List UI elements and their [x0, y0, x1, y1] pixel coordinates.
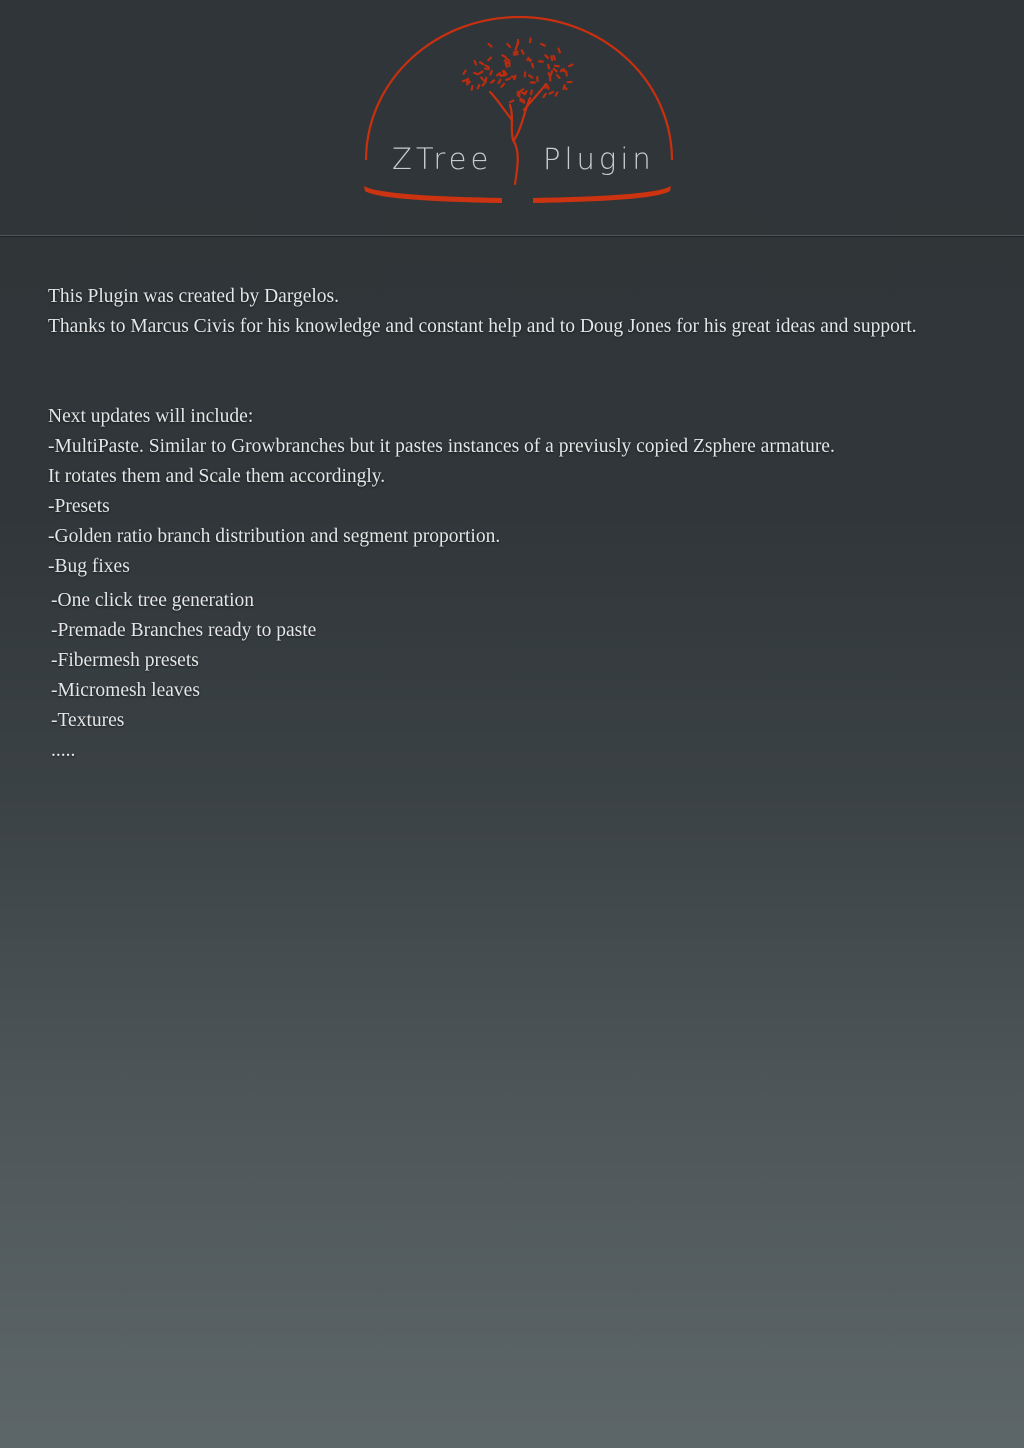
leaf-mark — [548, 90, 554, 95]
leaf-mark — [567, 81, 573, 84]
leaf-mark — [473, 60, 477, 66]
leaf-mark — [538, 60, 544, 63]
credits-line-thanks: Thanks to Marcus Civis for his knowledge and constant help and to Doug Jones for his great ideas and support. — [48, 316, 917, 337]
leaf-mark — [550, 70, 554, 76]
leaf-mark — [479, 61, 485, 66]
leaf-mark — [480, 76, 486, 82]
updates-heading: Next updates will include: — [48, 406, 254, 427]
list-item: -Premade Branches ready to paste — [51, 620, 317, 641]
tree-icon — [490, 84, 546, 184]
logo-word-ztree: ZTree — [392, 142, 493, 176]
leaf-mark — [531, 62, 535, 68]
header — [0, 0, 1024, 236]
plugin-info-text — [48, 282, 1018, 766]
leaf-mark — [490, 79, 496, 84]
leaf-mark — [517, 39, 519, 45]
leaf-mark — [500, 82, 506, 88]
leaf-mark — [556, 74, 562, 80]
leaf-mark — [530, 89, 533, 95]
logo-emblem — [350, 12, 690, 212]
spacer — [48, 342, 1018, 402]
leaf-mark — [484, 67, 490, 70]
list-item: -MultiPaste. Similar to Growbranches but it pastes instances of a previusly copied Zsphere armature. — [48, 436, 835, 457]
leaf-mark — [470, 85, 473, 91]
leaf-mark — [487, 42, 493, 48]
header-divider — [0, 235, 1024, 236]
list-item: -Micromesh leaves — [51, 680, 200, 701]
leaf-mark — [547, 63, 550, 69]
leaf-mark — [481, 81, 486, 87]
leaf-mark — [529, 37, 532, 43]
leaf-mark — [517, 91, 519, 97]
list-item: ..... — [51, 740, 76, 761]
leaf-mark — [487, 56, 493, 62]
leaf-mark — [557, 47, 561, 53]
updates-list-b — [48, 586, 1018, 766]
leaf-mark — [497, 78, 502, 84]
list-item: -Fibermesh presets — [51, 650, 199, 671]
list-item: It rotates them and Scale them accordingly. — [48, 466, 386, 487]
leaf-mark — [524, 71, 527, 77]
leaf-mark — [508, 61, 510, 67]
leaf-mark — [506, 43, 512, 49]
leaf-mark — [478, 70, 484, 75]
list-item: -One click tree generation — [51, 590, 255, 611]
leaf-mark — [568, 63, 574, 68]
leaf-mark — [554, 65, 560, 68]
leaf-mark — [508, 99, 514, 104]
leaf-mark — [489, 70, 493, 76]
list-item: -Textures — [51, 710, 125, 731]
logo-arc — [366, 17, 672, 160]
leaf-mark — [544, 54, 550, 60]
updates-list-a — [48, 432, 1018, 582]
logo-base-right — [533, 186, 671, 203]
leaf-mark — [536, 76, 539, 82]
leaf-mark — [476, 83, 481, 89]
leaf-mark — [552, 67, 558, 73]
leaf-mark — [530, 81, 536, 83]
leaf-mark — [520, 49, 525, 55]
leaf-mark — [554, 91, 559, 97]
list-item: -Bug fixes — [48, 556, 130, 577]
leaf-mark — [542, 92, 547, 98]
leaf-mark — [528, 74, 534, 79]
leaf-mark — [462, 69, 467, 75]
logo-base-left — [364, 186, 502, 203]
list-item: -Presets — [48, 496, 110, 517]
leaf-mark — [505, 77, 511, 81]
leaf-mark — [540, 42, 546, 47]
credits-line-author: This Plugin was created by Dargelos. — [48, 286, 339, 307]
logo-word-plugin: Plugin — [543, 142, 655, 176]
list-item: -Golden ratio branch distribution and segment proportion. — [48, 526, 501, 547]
